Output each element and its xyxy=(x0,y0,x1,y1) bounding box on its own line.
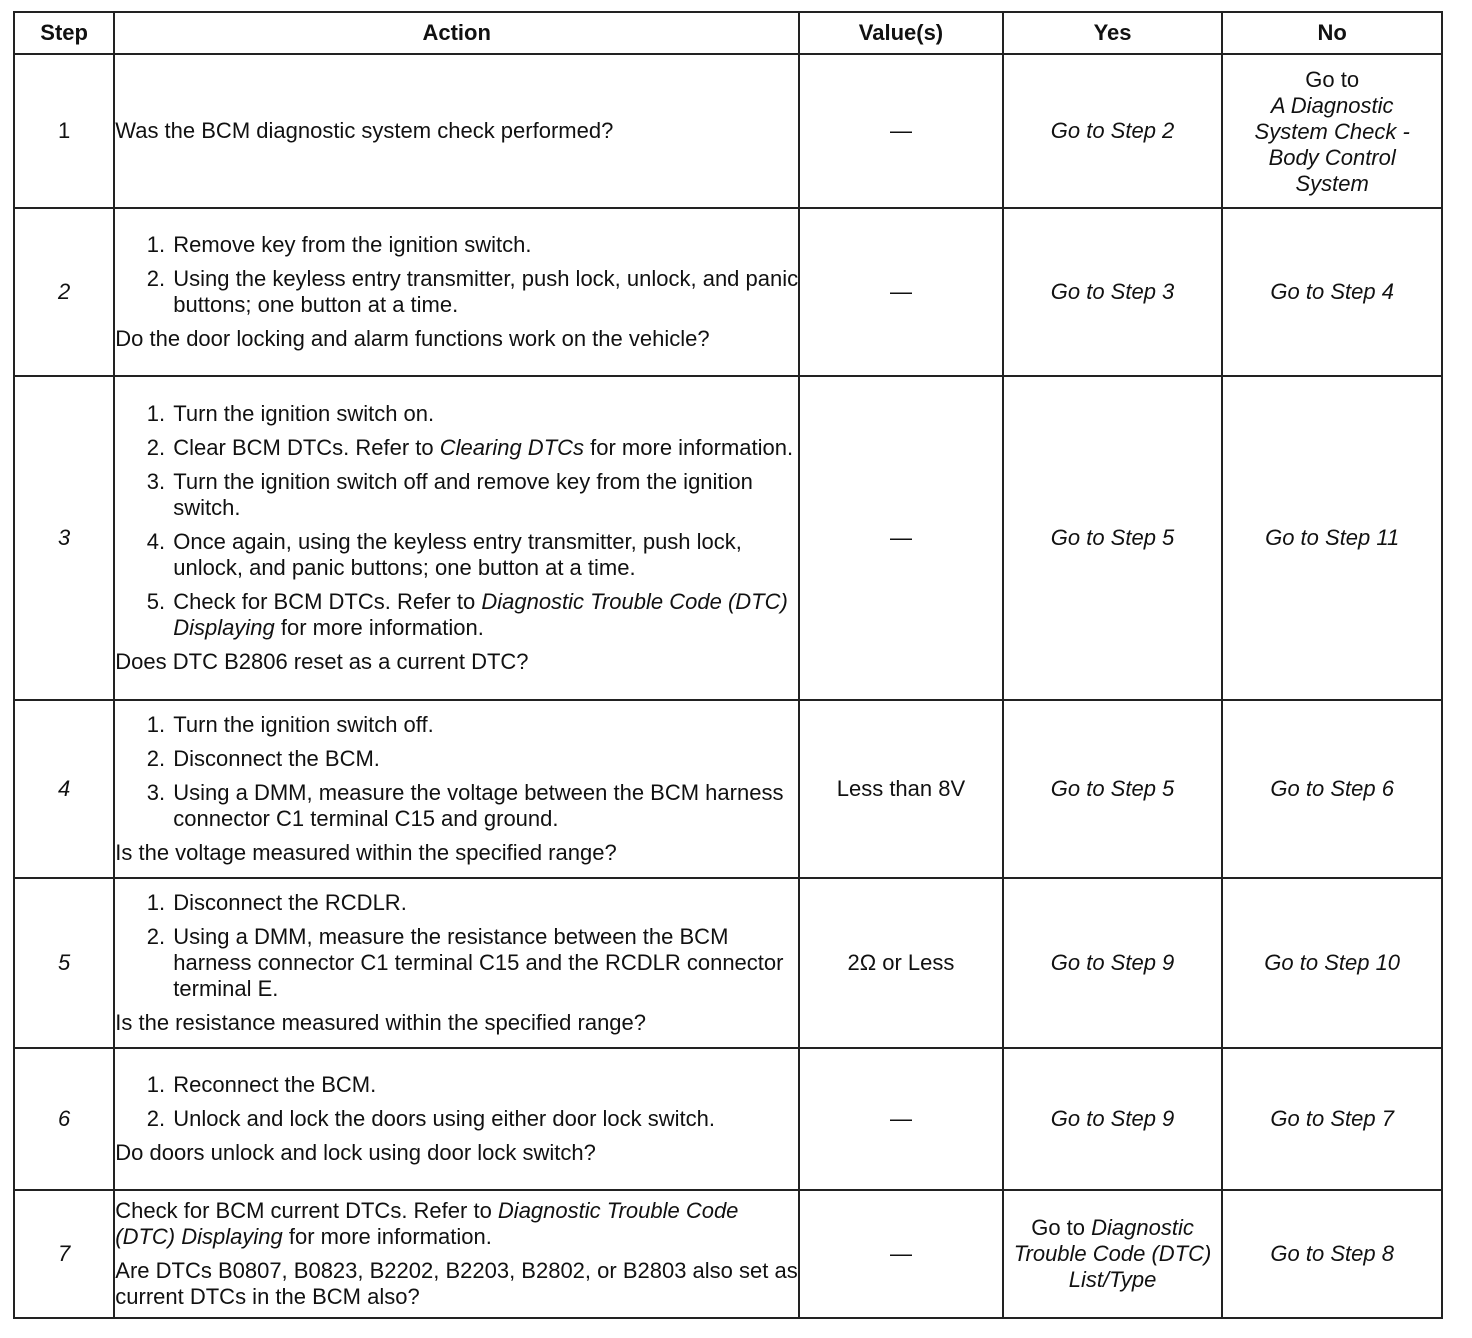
value-text: Less than 8V xyxy=(836,776,966,801)
action-cell xyxy=(114,878,799,1048)
action-text: for more information. xyxy=(584,435,794,460)
yes-link[interactable]: Go to Step 3 xyxy=(1050,279,1175,304)
no-link[interactable]: Go to Step 7 xyxy=(1270,1106,1394,1131)
header-step: Step xyxy=(14,12,114,54)
header-yes: Yes xyxy=(1003,12,1223,54)
value-cell xyxy=(799,878,1003,1048)
table-row xyxy=(14,700,1442,878)
value-text: — xyxy=(889,1241,912,1266)
action-step: 1. Turn the ignition switch on. xyxy=(171,401,798,427)
table-row xyxy=(14,376,1442,700)
no-cell xyxy=(1222,1190,1442,1318)
action-steps xyxy=(115,1072,798,1132)
no-link[interactable]: Go to Step 6 xyxy=(1270,776,1394,801)
no-link[interactable]: Go to Step 11 xyxy=(1265,525,1400,550)
action-cell xyxy=(114,1048,799,1190)
action-question: Is the resistance measured within the specified range? xyxy=(115,1010,647,1035)
header-values: Value(s) xyxy=(799,12,1003,54)
action-step: 1. Remove key from the ignition switch. xyxy=(171,232,798,258)
step-number: 3 xyxy=(14,376,114,700)
step-number: 6 xyxy=(14,1048,114,1190)
action-step xyxy=(171,435,798,461)
action-steps xyxy=(115,890,798,1002)
action-step xyxy=(171,589,798,641)
yes-cell xyxy=(1003,376,1223,700)
action-text: for more information. xyxy=(274,615,484,640)
no-cell xyxy=(1222,700,1442,878)
header-action: Action xyxy=(114,12,799,54)
action-cell xyxy=(114,700,799,878)
value-cell xyxy=(799,376,1003,700)
no-cell xyxy=(1222,208,1442,376)
action-cell xyxy=(114,54,799,208)
yes-link[interactable]: Diagnostic Trouble Code (DTC) List/Type xyxy=(1013,1215,1212,1292)
value-text: — xyxy=(889,525,912,550)
action-cell xyxy=(114,1190,799,1318)
value-text: — xyxy=(889,279,912,304)
value-text: 2Ω or Less xyxy=(847,950,955,975)
action-text: for more information. xyxy=(282,1224,492,1249)
action-step: 3. Using a DMM, measure the voltage between the BCM harness connector C1 terminal C15 and ground. xyxy=(171,780,798,832)
yes-prefix: Go to xyxy=(1031,1215,1092,1240)
step-number: 4 xyxy=(14,700,114,878)
action-steps xyxy=(115,712,798,832)
action-step: 2. Using a DMM, measure the resistance between the BCM harness connector C1 terminal C15 and the RCDLR connector terminal E. xyxy=(171,924,798,1002)
action-text: Check for BCM current DTCs. Refer to xyxy=(115,1198,498,1223)
action-step: 1. Reconnect the BCM. xyxy=(171,1072,798,1098)
no-cell xyxy=(1222,878,1442,1048)
action-question: Do the door locking and alarm functions work on the vehicle? xyxy=(115,326,710,351)
action-cell xyxy=(114,208,799,376)
yes-cell xyxy=(1003,1048,1223,1190)
action-step: 2. Using the keyless entry transmitter, push lock, unlock, and panic buttons; one button at a time. xyxy=(171,266,798,318)
yes-link[interactable]: Go to Step 9 xyxy=(1050,1106,1175,1131)
step-number: 5 xyxy=(14,878,114,1048)
header-row xyxy=(14,12,1442,54)
action-question: Do doors unlock and lock using door lock switch? xyxy=(115,1140,596,1165)
value-cell xyxy=(799,1048,1003,1190)
no-cell xyxy=(1222,54,1442,208)
no-link[interactable]: Go to Step 8 xyxy=(1270,1241,1394,1266)
table-row xyxy=(14,1190,1442,1318)
yes-link[interactable]: Go to Step 9 xyxy=(1050,950,1175,975)
yes-cell xyxy=(1003,878,1223,1048)
step-number: 2 xyxy=(14,208,114,376)
action-steps xyxy=(115,401,798,641)
value-text: — xyxy=(889,118,912,143)
value-cell xyxy=(799,700,1003,878)
action-step: 1. Turn the ignition switch off. xyxy=(171,712,798,738)
yes-cell xyxy=(1003,1190,1223,1318)
value-text: — xyxy=(889,1106,912,1131)
action-question: Was the BCM diagnostic system check performed? xyxy=(115,118,614,143)
value-cell xyxy=(799,208,1003,376)
action-question: Are DTCs B0807, B0823, B2202, B2203, B2802, or B2803 also set as current DTCs in the BCM also? xyxy=(115,1258,798,1309)
action-steps xyxy=(115,232,798,318)
reference-link[interactable]: Diagnostic Trouble Code (DTC) Displaying xyxy=(173,589,788,640)
value-cell xyxy=(799,54,1003,208)
step-number: 7 xyxy=(14,1190,114,1318)
action-step: 4. Once again, using the keyless entry transmitter, push lock, unlock, and panic buttons; one button at a time. xyxy=(171,529,798,581)
yes-cell xyxy=(1003,208,1223,376)
reference-link[interactable]: Clearing DTCs xyxy=(439,435,585,460)
step-number: 1 xyxy=(14,54,114,208)
action-question: Is the voltage measured within the specified range? xyxy=(115,840,617,865)
action-step: 2. Unlock and lock the doors using either door lock switch. xyxy=(171,1106,798,1132)
yes-link[interactable]: Go to Step 2 xyxy=(1050,118,1175,143)
no-cell xyxy=(1222,376,1442,700)
yes-link[interactable]: Go to Step 5 xyxy=(1050,776,1175,801)
yes-cell xyxy=(1003,700,1223,878)
header-no: No xyxy=(1222,12,1442,54)
no-link[interactable]: Go to Step 4 xyxy=(1270,279,1394,304)
no-prefix: Go to xyxy=(1305,67,1360,92)
action-intro xyxy=(115,1198,798,1250)
action-question: Does DTC B2806 reset as a current DTC? xyxy=(115,649,529,674)
action-text: Clear BCM DTCs. Refer to xyxy=(173,435,440,460)
no-link[interactable]: Go to Step 10 xyxy=(1264,950,1401,975)
action-cell xyxy=(114,376,799,700)
table-row xyxy=(14,878,1442,1048)
yes-link[interactable]: Go to Step 5 xyxy=(1050,525,1175,550)
no-link[interactable]: A Diagnostic System Check - Body Control System xyxy=(1254,93,1410,196)
reference-link[interactable]: Diagnostic Trouble Code (DTC) Displaying xyxy=(115,1198,739,1249)
table-row xyxy=(14,54,1442,208)
table-row xyxy=(14,1048,1442,1190)
table-row xyxy=(14,208,1442,376)
action-step: 3. Turn the ignition switch off and remove key from the ignition switch. xyxy=(171,469,798,521)
yes-cell xyxy=(1003,54,1223,208)
action-text: Check for BCM DTCs. Refer to xyxy=(173,589,482,614)
action-step: 1. Disconnect the RCDLR. xyxy=(171,890,798,916)
diagnostic-table xyxy=(13,11,1443,1319)
no-cell xyxy=(1222,1048,1442,1190)
value-cell xyxy=(799,1190,1003,1318)
action-step: 2. Disconnect the BCM. xyxy=(171,746,798,772)
